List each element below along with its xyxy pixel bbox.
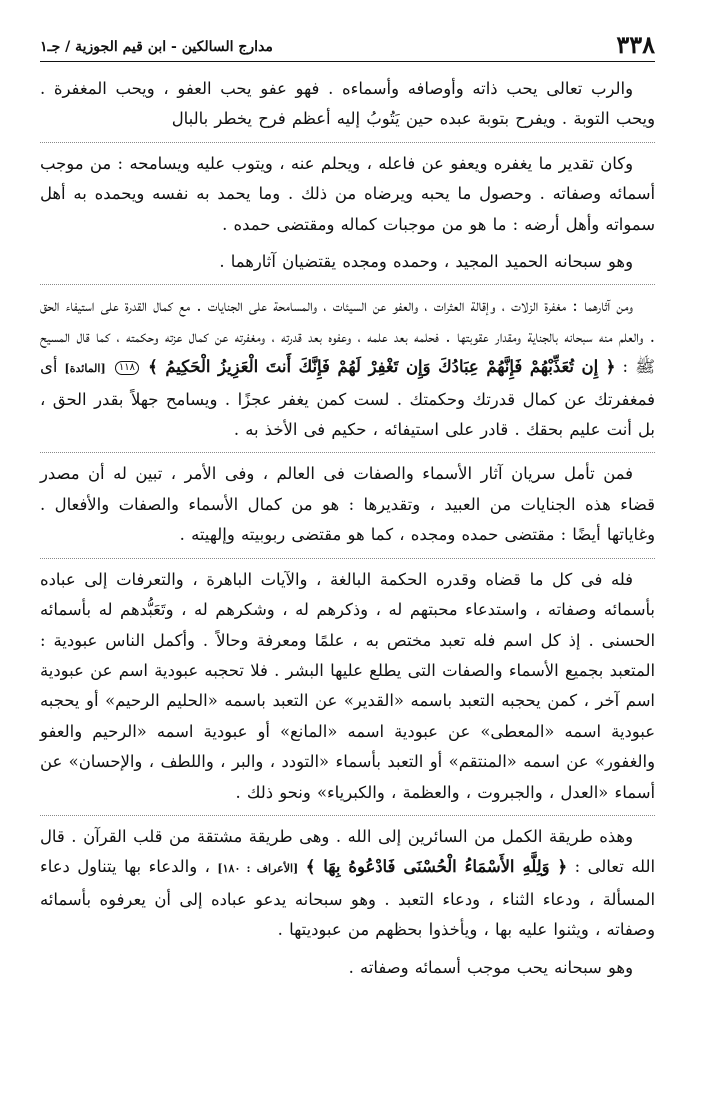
paragraph-text: ومن آثارهما : مغفرة الزلات ، وإقالة العثرات ، والعفو عن السيئات ، والمسامحة على الجنايات . مع كمال القدرة على استيفاء الحق . والعلم منه سبحانه بالجناية ومقدار عقوبتها . فحلمه بعد علمه ، وعفوه بعد قدرته ، ومغفرته عن كمال عزته وحكمته ، كما قال المسيح ﷺ : [40, 296, 656, 377]
paragraph-8 [40, 953, 655, 983]
paragraph-divider [40, 284, 655, 285]
paragraph-text: فمن تأمل سريان آثار الأسماء والصفات فى العالم ، وفى الأمر ، تبين له أن مصدر قضاء هذه الجنايات من العبيد ، وتقديرها : هو من كمال الأسماء والصفات والأفعال . وغاياتها أيضًا : مقتضى حمده ومجده ، كما هو مقتضى ربوبيته وإلهيته . [40, 464, 655, 545]
paragraph-1 [40, 74, 655, 135]
running-head: مدارج السالكين - ابن قيم الجوزية / جـ١ [40, 39, 273, 55]
paragraph-6 [40, 565, 655, 808]
paragraph-divider [40, 452, 655, 453]
surah-reference: [الأعراف : ١٨٠] [217, 862, 299, 876]
verse-number: ١١٨ [115, 361, 139, 375]
paragraph-divider [40, 558, 655, 559]
paragraph-2 [40, 149, 655, 240]
paragraph-4 [40, 291, 655, 445]
paragraph-7 [40, 822, 655, 946]
paragraph-divider [40, 815, 655, 816]
paragraph-text: والرب تعالى يحب ذاته وأوصافه وأسماءه . فهو عفو يحب العفو ، ويحب المغفرة . ويحب التوبة . ويفرح بتوبة عبده حين يَتُوبُ إليه أعظم فرح يخطر بالبال [40, 79, 655, 129]
paragraph-3 [40, 247, 655, 277]
header-rule [40, 61, 655, 62]
paragraph-text: فله فى كل ما قضاه وقدره الحكمة البالغة ، والآيات الباهرة ، والتعرفات إلى عباده بأسمائه وصفاته ، واستدعاء محبتهم له ، وذكرهم له ، وشكرهم له ، وتَعَبُّدهم له بأسمائه الحسنى . إذ كل اسم فله تعبد مختص به ، علمًا ومعرفة وحالاً . وأكمل الناس عبودية : المتعبد بجميع الأسماء والصفات التى يطلع عليها البشر . فلا تحجبه عبودية اسم عن عبودية اسم آخر ، كمن يحجبه التعبد باسمه «القدير» عن التعبد باسمه «الحليم الرحيم» أو يحجبه عبودية اسمه «المعطى» عن عبودية اسمه «المانع» أو عبودية اسمه «الرحيم والعفو والغفور» عن اسمه «المنتقم» أو التعبد بأسماء «التودد ، والبر ، واللطف ، والإحسان» عن أسماء «العدل ، والجبروت ، والعظمة ، والكبرياء» ونحو ذلك . [40, 569, 655, 802]
paragraph-text: وهو سبحانه يحب موجب أسمائه وصفاته . [348, 957, 633, 977]
quran-verse: ﴿ وَلِلَّهِ الأَسْمَاءُ الْحُسْنَى فَادْعُوهُ بِهَا ﴾ [305, 857, 568, 877]
quran-verse: ﴿ إِن تُعَذِّبْهُمْ فَإِنَّهُمْ عِبَادُكَ وَإِن تَغْفِرْ لَهُمْ فَإِنَّكَ أَنتَ الْعَزِيزُ الْحَكِيمُ ﴾ [148, 357, 616, 377]
paragraph-text: ، والدعاء بها يتناول دعاء المسألة ، ودعاء الثناء ، ودعاء التعبد . وهو سبحانه يدعو عباده إلى أن يعرفوه بأسمائه وصفاته ، ويثنوا عليه بها ، ويأخذوا بحظهم من عبوديتها . [40, 857, 655, 940]
paragraph-5 [40, 459, 655, 550]
paragraph-text: وهذه طريقة الكمل من السائرين إلى الله . وهى طريقة مشتقة من قلب القرآن . قال الله تعالى : [40, 826, 655, 877]
page-number: ٣٣٨ [616, 30, 655, 59]
paragraph-text: وهو سبحانه الحميد المجيد ، وحمده ومجده يقتضيان آثارهما . [219, 252, 633, 272]
paragraph-text: أى فمغفرتك عن كمال قدرتك وحكمتك . لست كمن يغفر عجزًا . ويسامح جهلاً بقدر الحق ، بل أنت عليم بحقك . قادر على استيفائه ، حكيم فى الأخذ به . [40, 357, 655, 440]
paragraph-divider [40, 142, 655, 143]
surah-reference: [المائدة] [64, 362, 106, 376]
paragraph-text: وكان تقدير ما يغفره ويعفو عن فاعله ، ويحلم عنه ، ويتوب عليه ويسامحه : من موجب أسمائه وصفاته . وحصول ما يحبه ويرضاه من ذلك . وما يحمد به نفسه ويحمده به أهل سمواته وأهل أرضه : ما هو من موجبات كماله ومقتضى حمده . [40, 153, 655, 234]
page-header [40, 28, 655, 58]
